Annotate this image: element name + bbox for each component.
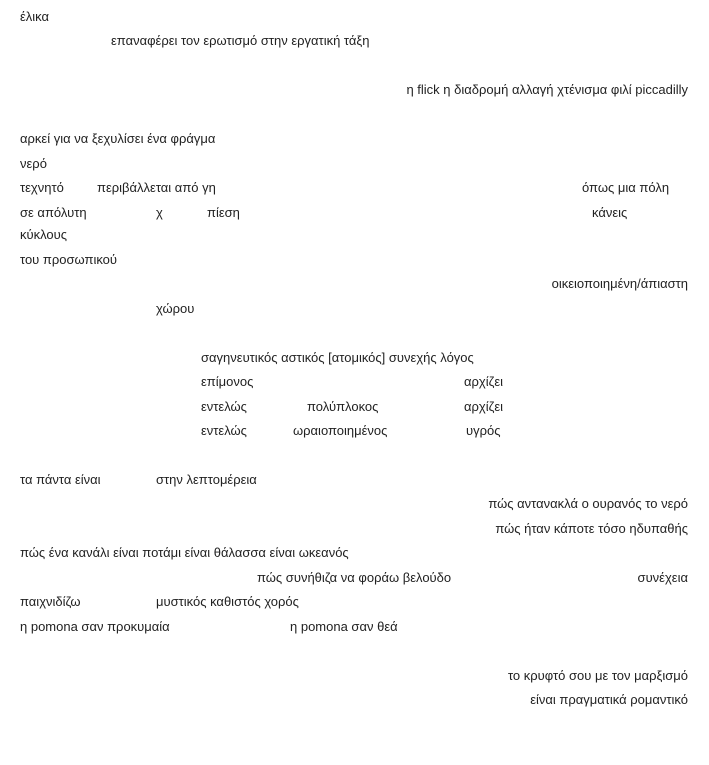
poem-line: πώς αντανακλά ο ουρανός το νερό (488, 496, 688, 511)
poem-fragment: εντελώς (201, 423, 247, 438)
poem-fragment: πίεση (207, 205, 240, 220)
poem-line: του προσωπικού (20, 252, 118, 267)
poem-fragment: παιχνιδίζω (20, 594, 81, 609)
poem-fragment: συνέχεια (637, 570, 688, 585)
poem-line: είναι πραγματικά ρομαντικό (530, 692, 688, 707)
poem-fragment: αρχίζει (464, 374, 504, 389)
poem-fragment: η pomona σαν προκυμαία (20, 619, 170, 634)
poem-fragment: τεχνητό (20, 180, 64, 195)
poem-fragment: επίμονος (201, 374, 254, 389)
poem-line: έλικα (20, 9, 50, 24)
poem-fragment: η pomona σαν θεά (290, 619, 398, 634)
poem-fragment: τα πάντα είναι (20, 472, 101, 487)
poem-line: πώς ήταν κάποτε τόσο ηδυπαθής (495, 521, 688, 536)
poem-fragment: όπως μια πόλη (582, 180, 670, 195)
poem-fragment: υγρός (466, 423, 501, 438)
poem-line: αρκεί για να ξεχυλίσει ένα φράγμα (20, 131, 216, 146)
poem-fragment: πολύπλοκος (307, 399, 379, 414)
poem-line: πώς ένα κανάλι είναι ποτάμι είναι θάλασσα είναι ωκεανός (20, 545, 349, 560)
poem-line: νερό (20, 156, 47, 171)
poem-fragment: χ (156, 205, 163, 220)
poem-fragment: κάνεις (592, 205, 628, 220)
poem-line: σαγηνευτικός αστικός [ατομικός] συνεχής λόγος (201, 350, 474, 365)
poem-fragment: περιβάλλεται από γη (97, 180, 216, 195)
poem-fragment: σε απόλυτη (20, 205, 87, 220)
poem-line: η flick η διαδρομή αλλαγή χτένισμα φιλί piccadilly (406, 82, 688, 97)
poem-fragment: πώς συνήθιζα να φοράω βελούδο (257, 570, 452, 585)
poem-fragment: αρχίζει (464, 399, 504, 414)
poem-line: επαναφέρει τον ερωτισμό στην εργατική τάξη (111, 33, 370, 48)
poem-line: το κρυφτό σου με τον μαρξισμό (507, 668, 688, 683)
poem-fragment: ωραιοποιημένος (293, 423, 388, 438)
poem-line: χώρου (156, 301, 195, 316)
poem-fragment: στην λεπτομέρεια (156, 472, 257, 487)
poem-fragment: εντελώς (201, 399, 247, 414)
poem-line: κύκλους (20, 227, 68, 242)
poem-fragment: μυστικός καθιστός χορός (156, 594, 299, 609)
poem-line: οικειοποιημένη/άπιαστη (551, 276, 688, 291)
